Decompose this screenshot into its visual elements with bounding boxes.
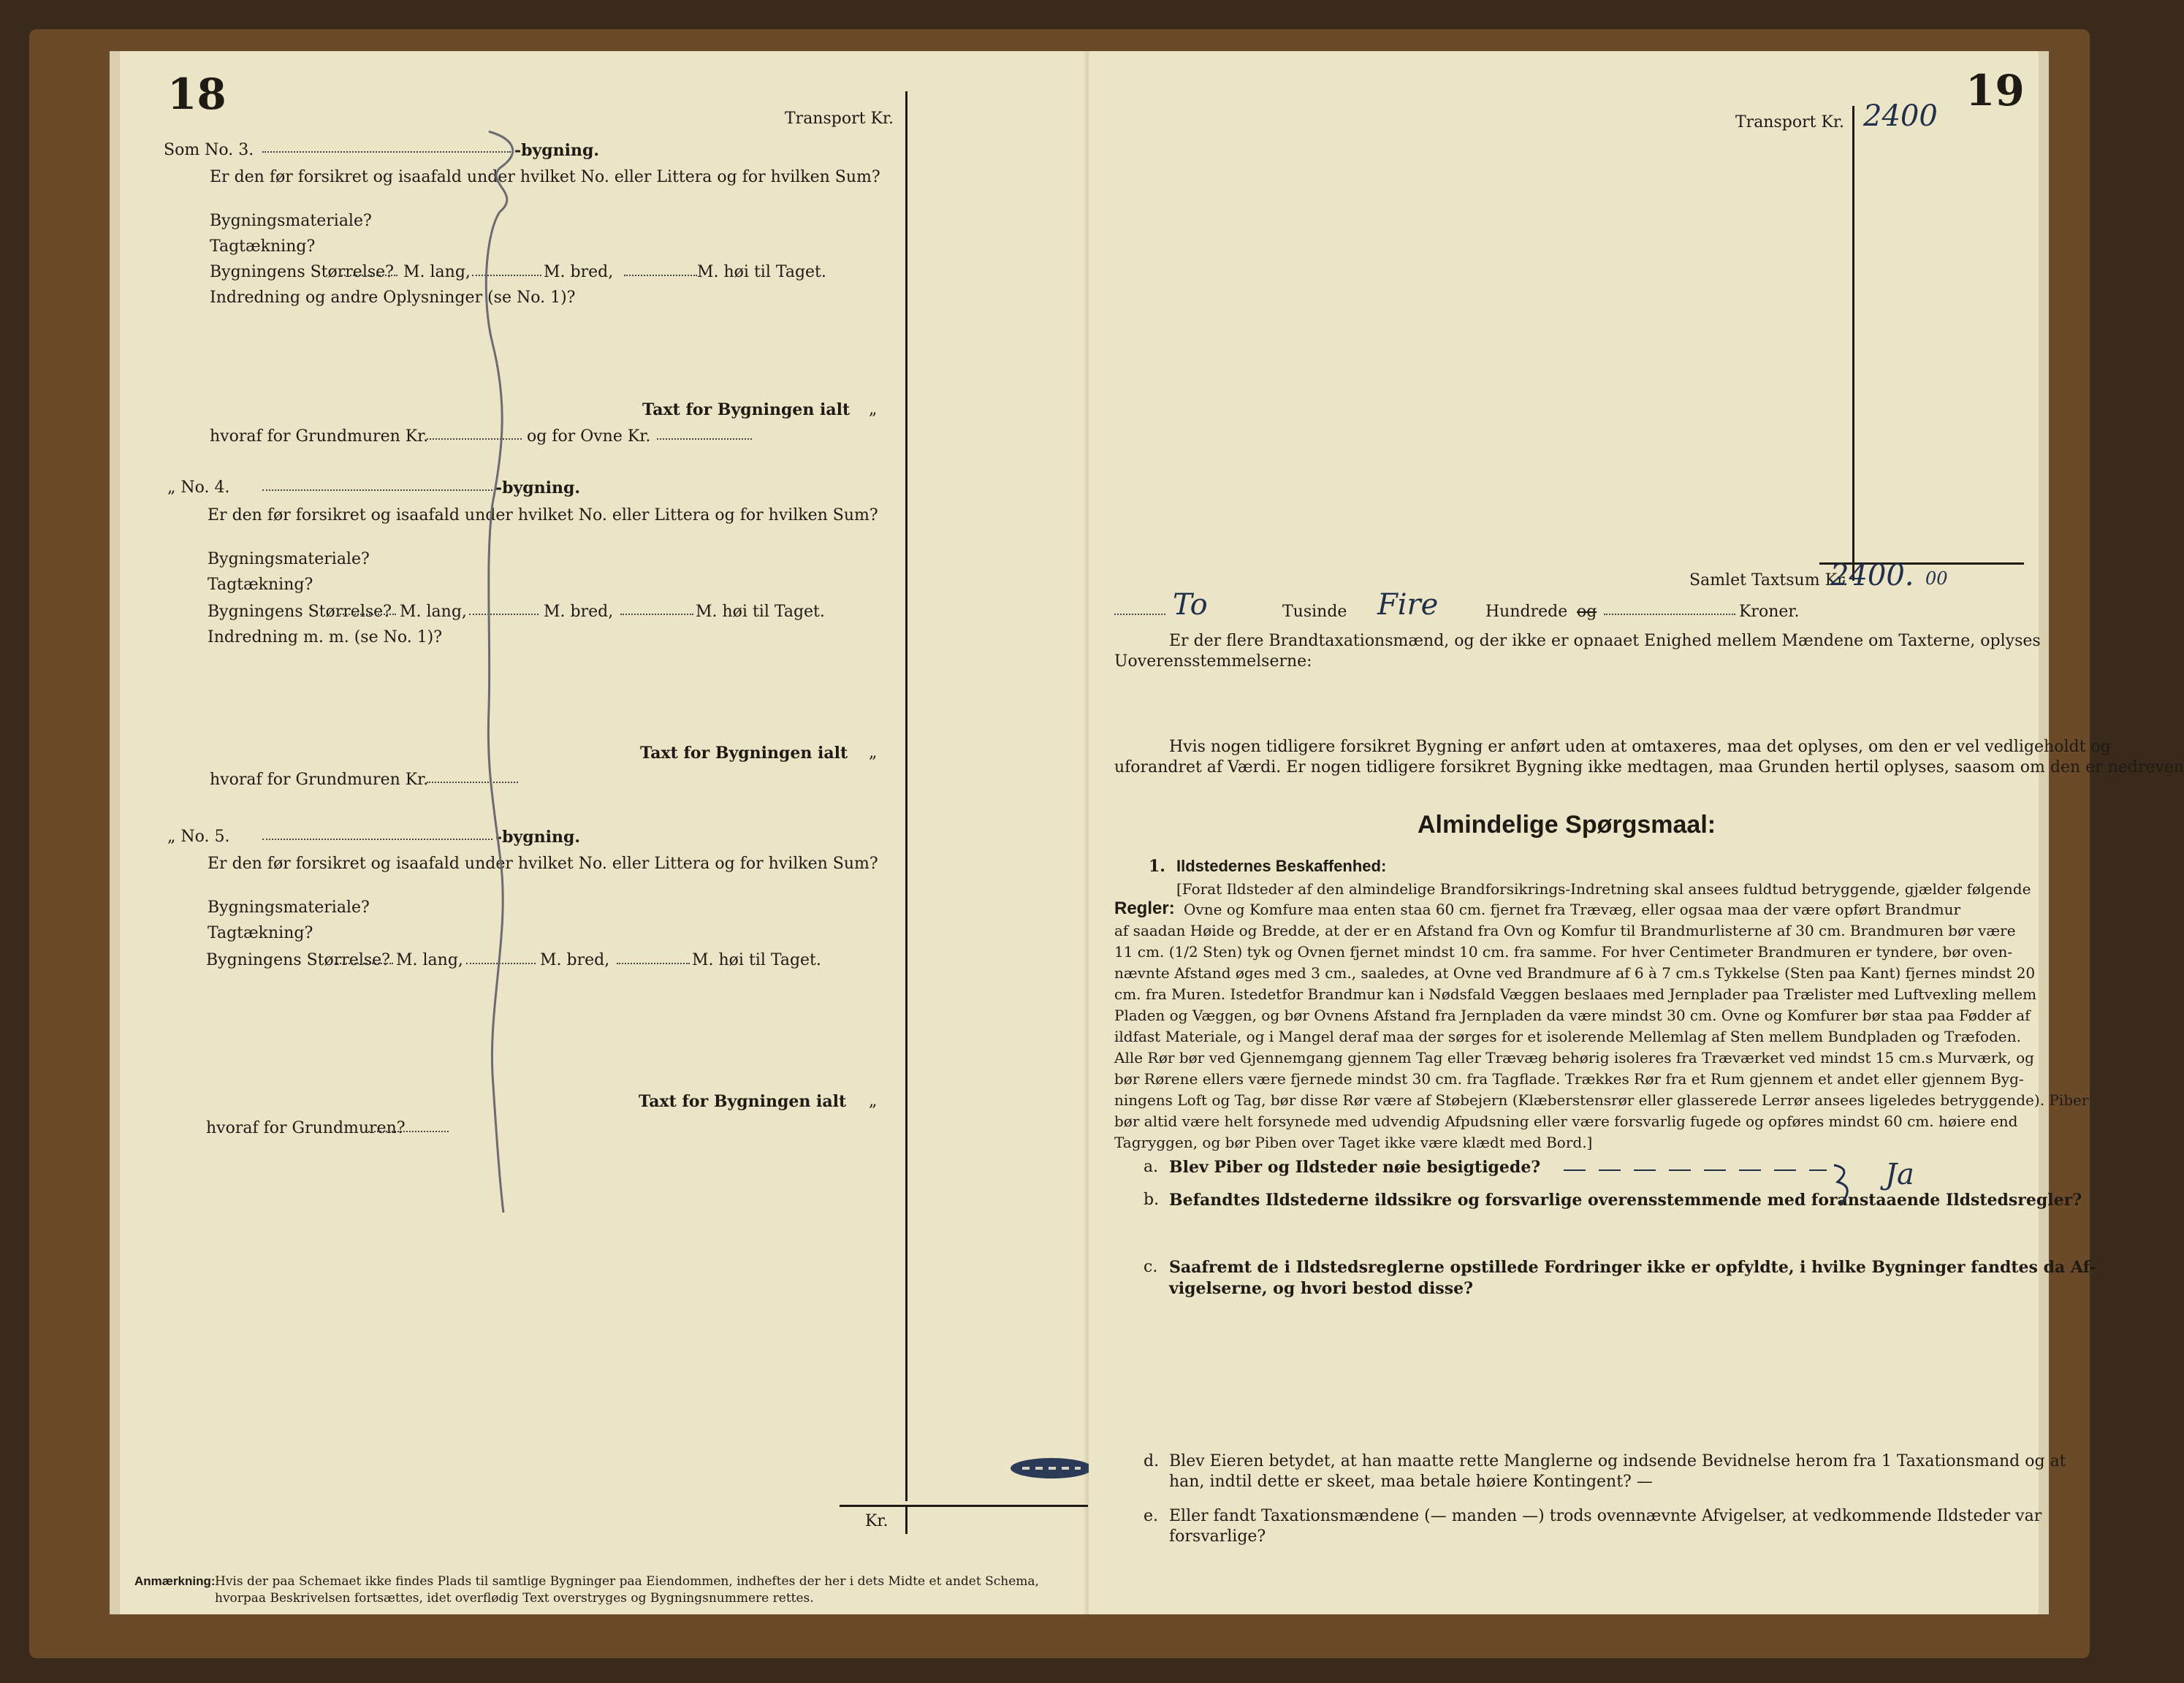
rules-line-6: Pladen og Væggen, og bør Ovnens Afstand fra Jernpladen da være mindst 30 cm. Ovne og Komfurer bør staa paa Fødder af	[1114, 1007, 2031, 1024]
og-label: og	[1577, 603, 1597, 621]
qd-text-2: han, indtil dette er skeet, maa betale høiere Kontingent? —	[1169, 1473, 1653, 1491]
no4-hoi: M. høi til Taget.	[696, 603, 825, 621]
no3-hoi: M. høi til Taget.	[697, 263, 826, 281]
qc-text-2: vigelserne, og hvori bestod disse?	[1169, 1279, 1473, 1298]
para1-line1: Er der flere Brandtaxationsmænd, og der ikke er opnaaet Enighed mellem Mændene om Taxterne, oplyses	[1169, 632, 2041, 650]
no5-bygning: -bygning.	[495, 828, 581, 847]
qc-text-1: Saafremt de i Ildstedsreglerne opstillede Fordringer ikke er opfyldte, i hvilke Bygninger fandtes da Af-	[1169, 1258, 2096, 1277]
transport-label-right: Transport Kr.	[1735, 113, 1844, 131]
kroner-label: Kroner.	[1739, 603, 1800, 621]
no4-prefix: „ No. 4.	[167, 478, 230, 497]
no4-bred: M. bred,	[544, 603, 614, 621]
no3-taxt	[642, 400, 850, 419]
hundrede-hand: Fire	[1377, 588, 1439, 622]
kr-total-label: Kr.	[865, 1512, 889, 1530]
no3-hoi-blank	[624, 275, 697, 276]
qb-text: Befandtes Ildstederne ildssikre og forsvarlige overensstemmende med foranstaaende Ildstedsregler?	[1169, 1191, 2082, 1210]
answer-brace	[1564, 1161, 1885, 1213]
qa-text: Blev Piber og Ildsteder nøie besigtigede?	[1169, 1158, 1541, 1177]
no3-ovne: og for Ovne Kr.	[527, 427, 651, 446]
qd-letter: d.	[1144, 1452, 1160, 1470]
no4-bygning: -bygning.	[495, 478, 581, 497]
no4-lang-blank	[338, 614, 396, 615]
no4-blank	[262, 489, 492, 491]
no3-quote: „	[869, 400, 878, 419]
no4-roof: Tagtækning?	[208, 576, 313, 594]
no3-inredning: Indredning og andre Oplysninger (se No. 1)?	[210, 289, 576, 307]
rules-line-7: ildfast Materiale, og i Mangel deraf maa der sørges for et isolerende Mellemlag af Sten mellem Bundpladen og Træfoden.	[1114, 1028, 2021, 1045]
tusinde-label: Tusinde	[1282, 603, 1347, 621]
no4-hoi-blank	[620, 614, 693, 615]
no5-grund-blank	[368, 1131, 449, 1132]
qc-letter: c.	[1144, 1258, 1158, 1276]
pencil-strike-line	[471, 124, 558, 1220]
transport-label-left: Transport Kr.	[785, 110, 894, 128]
no3-bygning: -bygning.	[514, 141, 600, 160]
qe-text-1: Eller fandt Taxationsmændene (— manden —) trods ovennævnte Afvigelser, at vedkommende Ildsteder var	[1169, 1507, 2042, 1525]
qb-letter: b.	[1144, 1191, 1160, 1209]
no5-size: Bygningens Størrelse?	[206, 951, 390, 969]
rules-line-8: Alle Rør bør ved Gjennemgang gjennem Tag eller Trævæg behørig isoleres fra Træværket ved mindst 15 cm.s Murværk, og	[1114, 1049, 2034, 1066]
no3-ovne-blank	[657, 438, 752, 440]
right-amount-rule	[1852, 106, 1854, 581]
rules-line-10: ningens Loft og Tag, bør disse Rør være af Støbejern (Klæberstensrør eller glasserede Lerrør ansees ligeledes betryggende). Piber	[1114, 1091, 2089, 1109]
q1-title: Ildstedernes Beskaffenhed:	[1176, 857, 1387, 875]
no5-roof: Tagtækning?	[208, 924, 313, 942]
no5-bred: M. bred,	[540, 951, 610, 969]
no5-lang-blank	[335, 963, 393, 964]
no4-material: Bygningsmateriale?	[208, 550, 370, 568]
no5-quote: „	[869, 1092, 878, 1110]
rules-line-3: 11 cm. (1/2 Sten) tyk og Ovnen fjernet mindst 10 cm. fra samme. For hver Centimeter Brandmuren er tyndere, bør oven-	[1114, 943, 2013, 961]
no5-lang: M. lang,	[396, 951, 463, 969]
para1-line2: Uoverensstemmelserne:	[1114, 652, 1312, 671]
no4-size: Bygningens Størrelse?	[208, 603, 392, 621]
tusinde-blank	[1114, 614, 1165, 615]
note-text-1: Hvis der paa Schemaet ikke findes Plads til samtlige Bygninger paa Eiendommen, indheftes der her i dets Midte et andet Schema,	[215, 1574, 1039, 1589]
no3-question: Er den før forsikret og isaafald under hvilket No. eller Littera og for hvilken Sum?	[210, 168, 880, 186]
total-rule	[840, 1505, 1088, 1507]
no4-taxt-text: Taxt for Bygningen ialt	[640, 744, 848, 763]
right-page	[1089, 51, 2184, 1614]
general-questions-heading: Almindelige Spørgsmaal:	[1418, 811, 1716, 839]
no5-question: Er den før forsikret og isaafald under hvilket No. eller Littera og for hvilken Sum?	[208, 855, 878, 873]
no4-taxt	[640, 744, 848, 763]
ribbon-bookmark	[1008, 1454, 1095, 1483]
no3-bred: M. bred,	[544, 263, 614, 281]
qa-letter: a.	[1144, 1158, 1159, 1176]
qe-letter: e.	[1144, 1507, 1159, 1525]
page-number-left: 18	[167, 69, 227, 119]
samlet-label: Samlet Taxtsum Kr.	[1689, 571, 1849, 589]
answer-ab: Ja	[1885, 1158, 1914, 1191]
samlet-value: 2400.	[1830, 559, 1914, 592]
og-blank	[1604, 614, 1735, 615]
no5-hoi: M. høi til Taget.	[692, 951, 821, 969]
samlet-suffix: 00	[1925, 568, 1948, 589]
no3-size: Bygningens Størrelse?	[210, 263, 394, 281]
no3-material: Bygningsmateriale?	[210, 212, 372, 230]
amount-column-rule	[905, 91, 908, 1501]
no3-lang-blank	[339, 275, 397, 276]
rules-label: Regler:	[1114, 898, 1175, 918]
no3-lang: M. lang,	[403, 263, 471, 281]
qd-text-1: Blev Eieren betydet, at han maatte rette Manglerne og indsende Bevidnelse herom fra 1 Taxationsmand og at	[1169, 1452, 2066, 1470]
para2-line1: Hvis nogen tidligere forsikret Bygning er anført uden at omtaxeres, maa det oplyses, om den er vel vedligeholdt og	[1169, 738, 2111, 756]
no5-taxt-text: Taxt for Bygningen ialt	[639, 1092, 847, 1111]
left-page	[110, 51, 1084, 1614]
no5-taxt	[639, 1092, 846, 1111]
no4-quote: „	[869, 744, 878, 762]
no5-hoi-blank	[617, 963, 690, 964]
para2-line2: uforandret af Værdi. Er nogen tidligere forsikret Bygning ikke medtagen, maa Grunden hertil oplyses, saasom om den er nedreven	[1114, 758, 2184, 776]
no4-question: Er den før forsikret og isaafald under hvilket No. eller Littera og for hvilken Sum?	[208, 506, 878, 524]
total-rule-tick	[905, 1505, 908, 1534]
rules-line-12: Tagryggen, og bør Piben over Taget ikke være klædt med Bord.]	[1114, 1134, 1593, 1151]
rules-line-2: af saadan Høide og Bredde, at der er en Afstand fra Ovn og Komfur til Brandmurlisterne af 30 cm. Brandmuren bør være	[1114, 922, 2016, 939]
no5-blank	[262, 839, 492, 840]
no5-grund: hvoraf for Grundmuren?	[206, 1119, 406, 1137]
rules-line-4: nævnte Afstand øges med 3 cm., saaledes, at Ovne ved Brandmure af 6 à 7 cm.s Tykkelse (Sten paa Kant) fjernes mindst 20	[1114, 964, 2036, 982]
no4-grund: hvoraf for Grundmuren Kr.	[210, 771, 429, 789]
qe-text-2: forsvarlige?	[1169, 1527, 1266, 1546]
tusinde-hand: To	[1173, 588, 1208, 622]
no4-lang: M. lang,	[400, 603, 467, 621]
rules-line-11: bør altid være helt forsynede med udvendig Afpudsning eller være forsvarlig fugede og opføres mindst 60 cm. høiere end	[1114, 1113, 2018, 1130]
no3-grund: hvoraf for Grundmuren Kr.	[210, 427, 429, 446]
no4-inredning: Indredning m. m. (se No. 1)?	[208, 628, 443, 646]
rules-line-5: cm. fra Muren. Istedetfor Brandmur kan i Nødsfald Væggen beslaaes med Jernplader paa Trælister med Luftvexling mellem	[1114, 985, 2037, 1003]
no3-taxt-text: Taxt for Bygningen ialt	[642, 400, 851, 419]
note-text-2: hvorpaa Beskrivelsen fortsættes, idet overflødig Text overstryges og Bygningsnummere rettes.	[215, 1591, 814, 1606]
transport-value: 2400	[1863, 99, 1938, 133]
rules-line-1: Ovne og Komfure maa enten staa 60 cm. fjernet fra Trævæg, eller ogsaa maa der være opført Brandmur	[1184, 901, 1961, 918]
hundrede-label: Hundrede	[1485, 603, 1568, 621]
no3-prefix: Som No. 3.	[164, 141, 254, 159]
rules-line-0: [Forat Ildsteder af den almindelige Brandforsikrings-Indretning skal ansees fuldtud betryggende, gjælder følgende	[1176, 880, 2031, 898]
no5-prefix: „ No. 5.	[167, 828, 230, 846]
note-label: Anmærkning:	[134, 1574, 216, 1588]
page-number-right: 19	[1966, 66, 2025, 115]
rules-line-9: bør Rørene ellers være fjernede mindst 30 cm. fra Tagflade. Trækkes Rør fra et Rum gjennem et andet eller gjennem Byg-	[1114, 1070, 2024, 1088]
no3-roof: Tagtækning?	[210, 237, 316, 256]
no5-material: Bygningsmateriale?	[208, 898, 370, 917]
q1-number: 1.	[1149, 857, 1165, 876]
